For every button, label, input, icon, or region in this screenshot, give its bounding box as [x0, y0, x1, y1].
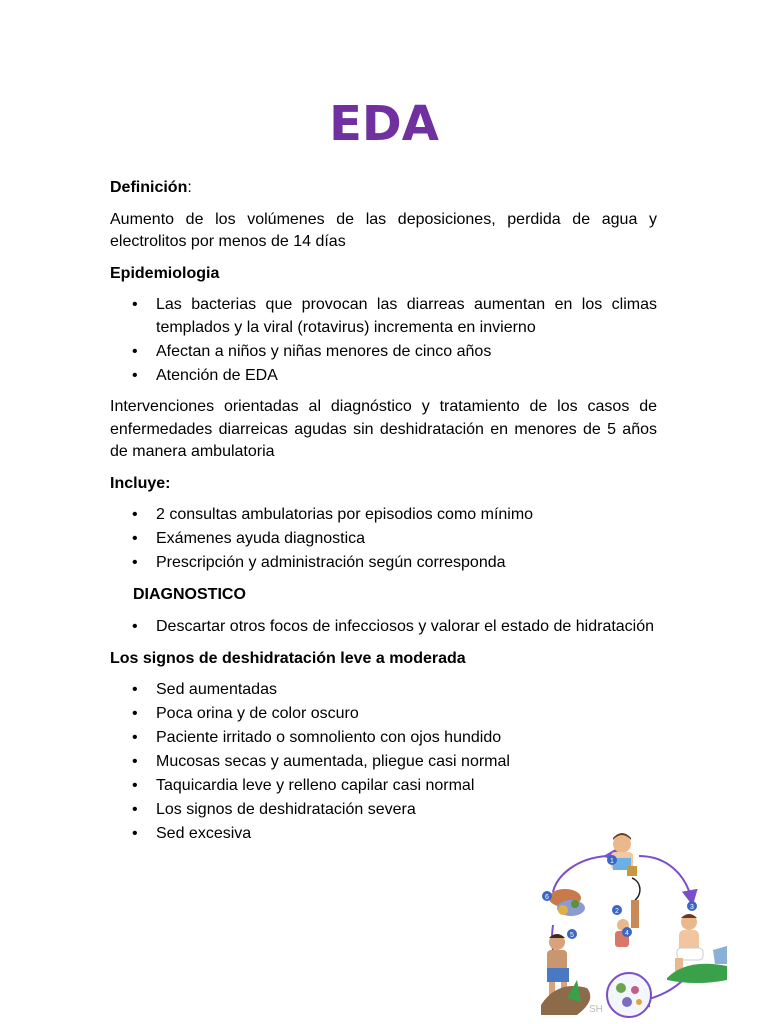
- step-badge-6: [542, 891, 552, 901]
- list-item: • Atención de EDA: [110, 365, 657, 388]
- epidemiology-list: [110, 294, 657, 387]
- list-item: • Las bacterias que provocan las diarreas aumentan en los climas templados y la viral (rotavirus) incrementa en invierno: [110, 294, 657, 339]
- svg-text:2: 2: [615, 908, 619, 915]
- list-item: • Mucosas secas y aumentada, pliegue casi normal: [110, 751, 657, 774]
- includes-heading: Incluye:: [110, 474, 171, 492]
- list-item: • Taquicardia leve y relleno capilar casi normal: [110, 775, 657, 798]
- definition-text: Aumento de los volúmenes de las deposiciones, perdida de agua y electrolitos por menos de 14 días: [110, 210, 657, 250]
- list-item: • Afectan a niños y niñas menores de cinco años: [110, 341, 657, 364]
- child-figure-right: [675, 914, 703, 972]
- svg-text:3: 3: [690, 904, 694, 911]
- list-item: • 2 consultas ambulatorias por episodios como mínimo: [110, 504, 657, 527]
- step-badge-4: [622, 927, 632, 937]
- list-item: • Exámenes ayuda diagnostica: [110, 528, 657, 551]
- svg-text:5: 5: [570, 932, 574, 939]
- definition-heading-colon: :: [187, 179, 192, 196]
- svg-text:1: 1: [610, 858, 614, 865]
- list-item: • Sed aumentadas: [110, 679, 657, 702]
- cycle-arrow: [632, 878, 640, 900]
- microbes-magnified: [607, 973, 651, 1017]
- list-item: • Los signos de deshidratación severa: [110, 799, 657, 822]
- svg-text:6: 6: [545, 894, 549, 901]
- list-item: • Descartar otros focos de infecciosos y valorar el estado de hidratación: [110, 616, 657, 639]
- ground: [541, 986, 590, 1015]
- svg-text:4: 4: [625, 930, 629, 937]
- definition-heading-label: Definición: [110, 179, 188, 196]
- step-badge-2: [612, 905, 622, 915]
- includes-list: [110, 504, 657, 575]
- cycle-arrow: [553, 856, 607, 892]
- epidemiology-heading: Epidemiologia: [110, 264, 220, 282]
- document-title: EDA: [329, 96, 439, 152]
- food-and-sink: [549, 889, 585, 916]
- list-item: • Paciente irritado o somnoliento con ojos hundido: [110, 727, 657, 750]
- signs-list: [110, 679, 657, 846]
- step-badge-3: [687, 901, 697, 911]
- diagnosis-heading: DIAGNOSTICO: [133, 585, 246, 603]
- definition-heading: [110, 177, 657, 200]
- illustration-watermark: SH: [589, 1004, 603, 1015]
- diagnosis-list: [110, 616, 657, 639]
- step-badge-5: [567, 929, 577, 939]
- document-body: [110, 177, 657, 855]
- step-badge-1: [607, 855, 617, 865]
- signs-heading: Los signos de deshidratación leve a moderada: [110, 649, 466, 667]
- list-item: • Sed excesiva: [110, 823, 657, 846]
- cycle-arrow: [639, 856, 692, 902]
- child-figure-top: [611, 833, 637, 876]
- interventions-text: Intervenciones orientadas al diagnóstico y tratamiento de los casos de enfermedades diarreicas agudas sin deshidratación en menores de 5 años de manera ambulatoria: [110, 398, 657, 460]
- list-item: • Prescripción y administración según corresponda: [110, 552, 657, 575]
- diarrhea-transmission-cycle-illustration: [527, 830, 727, 1020]
- list-item: • Poca orina y de color oscuro: [110, 703, 657, 726]
